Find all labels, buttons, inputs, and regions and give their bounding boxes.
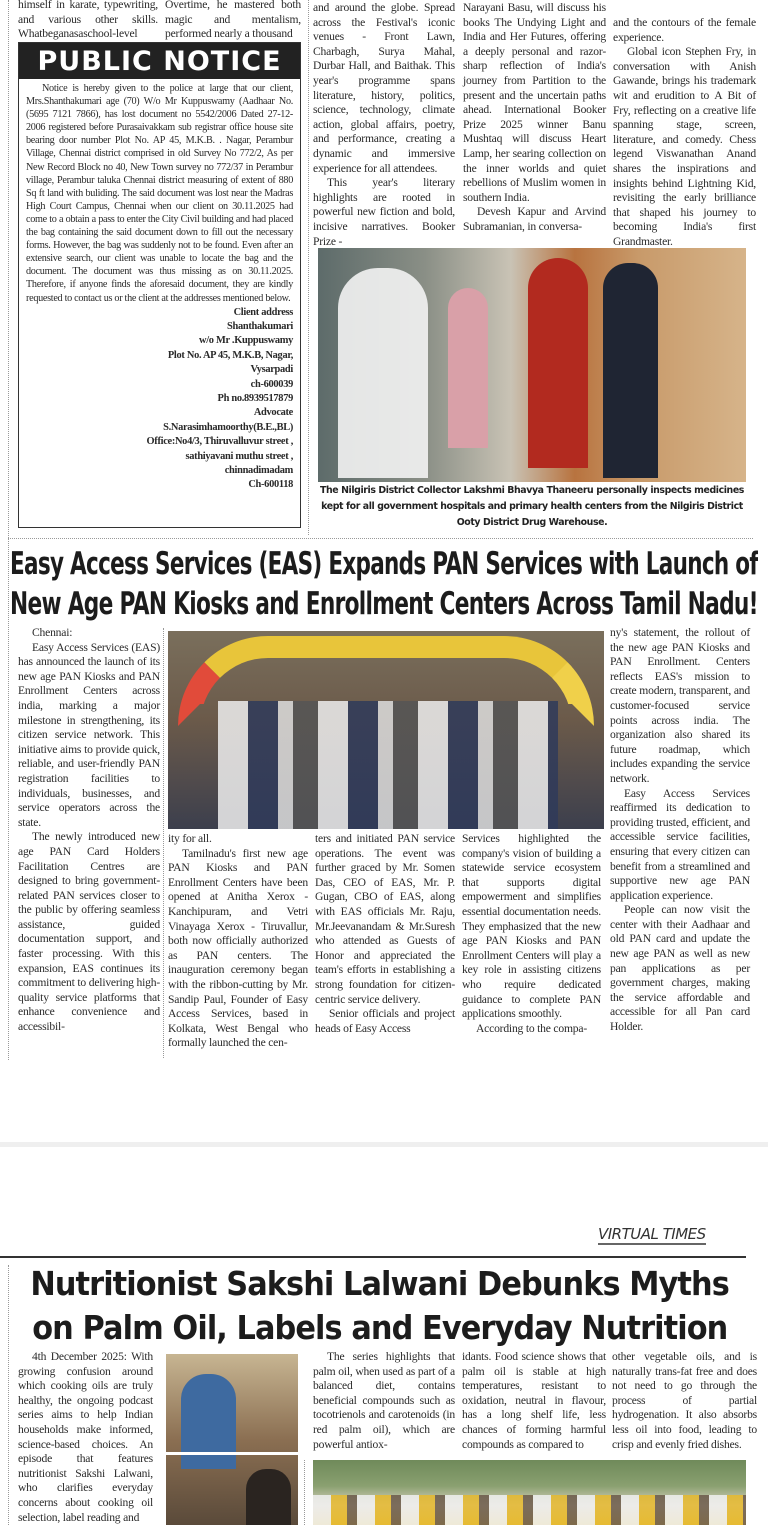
public-notice-address: Client address Shanthakumari w/o Mr .Kuppuswamy Plot No. AP 45, M.K.B, Nagar, Vysarpadi ch-600039 Ph no.8939517879 Advocate S.Narasimhamoorthy(B.E.,BL) Office:No4/3, Thiruvalluvur street , sathiyavani muthu street , chinnadimadam Ch-600118	[146, 306, 293, 491]
column-rule	[163, 628, 164, 1058]
section-divider	[8, 538, 753, 539]
photo-caption: The Nilgiris District Collector Lakshmi Bhavya Thaneeru personally inspects medicines kept for all government hospitals and primary health centers from the Nilgiris District Ooty District Drug Warehouse.	[320, 485, 744, 528]
column-rule	[308, 0, 309, 535]
column-rule	[8, 1265, 9, 1525]
podcast-photo	[166, 1354, 298, 1525]
section-label: VIRTUAL TIMES	[598, 1225, 706, 1243]
article-column: Chennai: Easy Access Services (EAS) has announced the launch of its new age PAN Kiosks and PAN Enrollment Centers across india, marking a major milestone in strengthening, its citizen service network. This initiative aims to provide quick, reliable, and user-friendly PAN registration facilities to individuals, businesses, and service operators across the state. The newly introduced new age PAN Card Holders Facilitation Centres are designed to bring government-related PAN services closer to the public by offering seamless assistance, guided documentation support, and faster processing. With this expansion, EAS continues its commitment to delivering high-quality service platforms that enhance convenience and accessibil-	[18, 626, 160, 1034]
column-rule	[8, 0, 9, 1060]
article-column: Services highlighted the company's vision of building a statewide service ecosystem that supports digital empowerment and simplifies essential documentation needs. They emphasized that the new age PAN Kiosks and PAN Enrollment Centers will play a key role in assisting citizens who require dedicated guidance to complete PAN applications smoothly. According to the compa-	[462, 832, 601, 1035]
article-fragment: Overtime, he mastered both magic and mentalism, performed nearly a thousand	[165, 0, 301, 41]
public-notice	[18, 42, 301, 528]
article-column: and the contours of the female experience. Global icon Stephen Fry, in conversation with Anish Gawande, brings his trademark wit and erudition to A Bit of Fry, reflecting on a creative life spanning stage, screen, literature, and comedy. Chess legend Viswanathan Anand shares the inspirations and insights behind Lightning Kid, revisiting the early brilliance that shaped his journey to becoming India's first Grandmaster.	[613, 16, 756, 248]
column-rule	[304, 1460, 305, 1525]
article-column: ters and initiated PAN service operations. The event was further graced by Mr. Somen Das, CEO of EAS, Mr. P. Gugan, CBO of EAS, along with EAS officials Mr. Raju, Mr.Jeevanandam & Mr.Suresh who attended as Guests of Honor and appreciated the team's efforts in establishing a strong foundation for citizen-centric service delivery. Senior officials and project heads of Easy Access	[315, 832, 455, 1035]
public-notice-title: PUBLIC NOTICE	[19, 43, 300, 79]
article-headline: Nutritionist Sakshi Lalwani Debunks Myths on Palm Oil, Labels and Everyday Nutrition	[30, 1264, 730, 1347]
group-photo	[313, 1460, 746, 1525]
article-column: ity for all. Tamilnadu's first new age PAN Kiosks and PAN Enrollment Centers have been opened at Anitha Xerox - Kanchipuram, and Vetri Vinayaga Xerox - Tiruvallur, both now officially authorized as PAN centers. The inauguration ceremony began with the ribbon-cutting by Mr. Sandip Paul, Founder of Easy Access Services, based in Kolkata, West Bengal who formally launched the cen-	[168, 832, 308, 1050]
article-column: ny's statement, the rollout of the new age PAN Kiosks and PAN Enrollment. Centers reflects EAS's mission to create modern, transparent, and customer-focused service points across india. The organization also shared its future roadmap, which includes expanding the service network. Easy Access Services reaffirmed its dedication to providing trusted, efficient, and accessible service facilities, ensuring that every citizen can benefit from a streamlined and supportive new age PAN application experience. People can now visit the center with their Aadhaar and old PAN card and update the new age PAN as well as new pan applications as per government charges, making the service affordable and accessible for all Pan card Holder.	[610, 626, 750, 1034]
article-column: idants. Food science shows that palm oil is stable at high temperatures, resistant to oxidation, neutral in flavour, has a long shelf life, less chances of forming harmful compounds as compared to	[462, 1350, 606, 1451]
article-column: and around the globe. Spread across the Festival's iconic venues - Front Lawn, Charbagh, Surya Mahal, Durbar Hall, and Baithak. This year's programme spans literature, history, politics, science, technology, climate action, global affairs, poetry, and performance, creating a dynamic and immersive experience for all attendees. This year's literary highlights are rooted in powerful new fiction and bold, incisive narratives. Booker Prize -	[313, 1, 455, 248]
section-rule	[0, 1256, 746, 1258]
article-column: other vegetable oils, and is naturally trans-fat free and does not need to go through the process of partial hydrogenation. It also absorbs less oil into food, leading to crisp and evenly fried dishes.	[612, 1350, 757, 1451]
article-column: The series highlights that palm oil, when used as part of a balanced diet, contains beneficial compounds such as tocotrienols and carotenoids (in red palm oil), which are powerful antiox-	[313, 1350, 455, 1451]
public-notice-body: Notice is hereby given to the police at large that our client, Mrs.Shanthakumari age (70) W/o Mr Kuppuswamy (Aadhaar No. (5695 7121 7866), has lost document no 5542/2006 Dated 27-12-2006 registered before Purasaivakkam sub registrar office house site bearing door number Plot No. AP 45, M.K.B. . Nagar, Perambur Village, Chennai district comprised in old Survey No 772/2, As per New Record Block no 40, New Town survey no 772/37 in Perambur village, Perambur taluka Chennai district measuring of extent of 880 Sq ft land with buliding. The said document was lost near the Madras High Court Campus, Chennai when our client on 30.11.2025 had come to a obtain a pass to enter the City Civil building and had placed the bag containing the said document down to fill out the necessary forms. However, the bag was suddenly not to be found. Even after an extensive search, our client was unable to locate the bag and the document. The document was thus missing as on 30.11.2025. Therefore, if anyone finds the aforesaid document, they are kindly requested to contact us or the client at the addresses mentioned below.	[26, 83, 293, 304]
page-gap	[0, 1142, 768, 1147]
dateline: Chennai:	[32, 626, 73, 639]
article-headline: Easy Access Services (EAS) Expands PAN Services with Launch of New Age PAN Kiosks and Enrollment Centers Across Tamil Nadu!	[10, 546, 758, 622]
warehouse-photo	[318, 248, 746, 482]
article-column: 4th December 2025: With growing confusion around which cooking oils are truly healthy, the ongoing podcast series aims to help Indian households make informed, science-based choices. An episode that features nutritionist Sakshi Lalwani, who clarifies everyday concerns about cooking oil selection, label reading and	[18, 1350, 153, 1524]
article-column: Narayani Basu, will discuss his books The Undying Light and India and Her Futures, offering a deeply personal and razor-sharp reflection of India's journey from Partition to the present and the uncertain paths ahead. International Booker Prize 2025 winner Banu Mushtaq will discuss Heart Lamp, her searing collection on the inner worlds and quiet rebellions of Muslim women in southern India. Devesh Kapur and Arvind Subramanian, in conversa-	[463, 1, 606, 233]
article-fragment: himself in karate, typewriting, and various other skills. Whatbeganasaschool-level	[18, 0, 158, 41]
inauguration-photo	[168, 631, 604, 829]
